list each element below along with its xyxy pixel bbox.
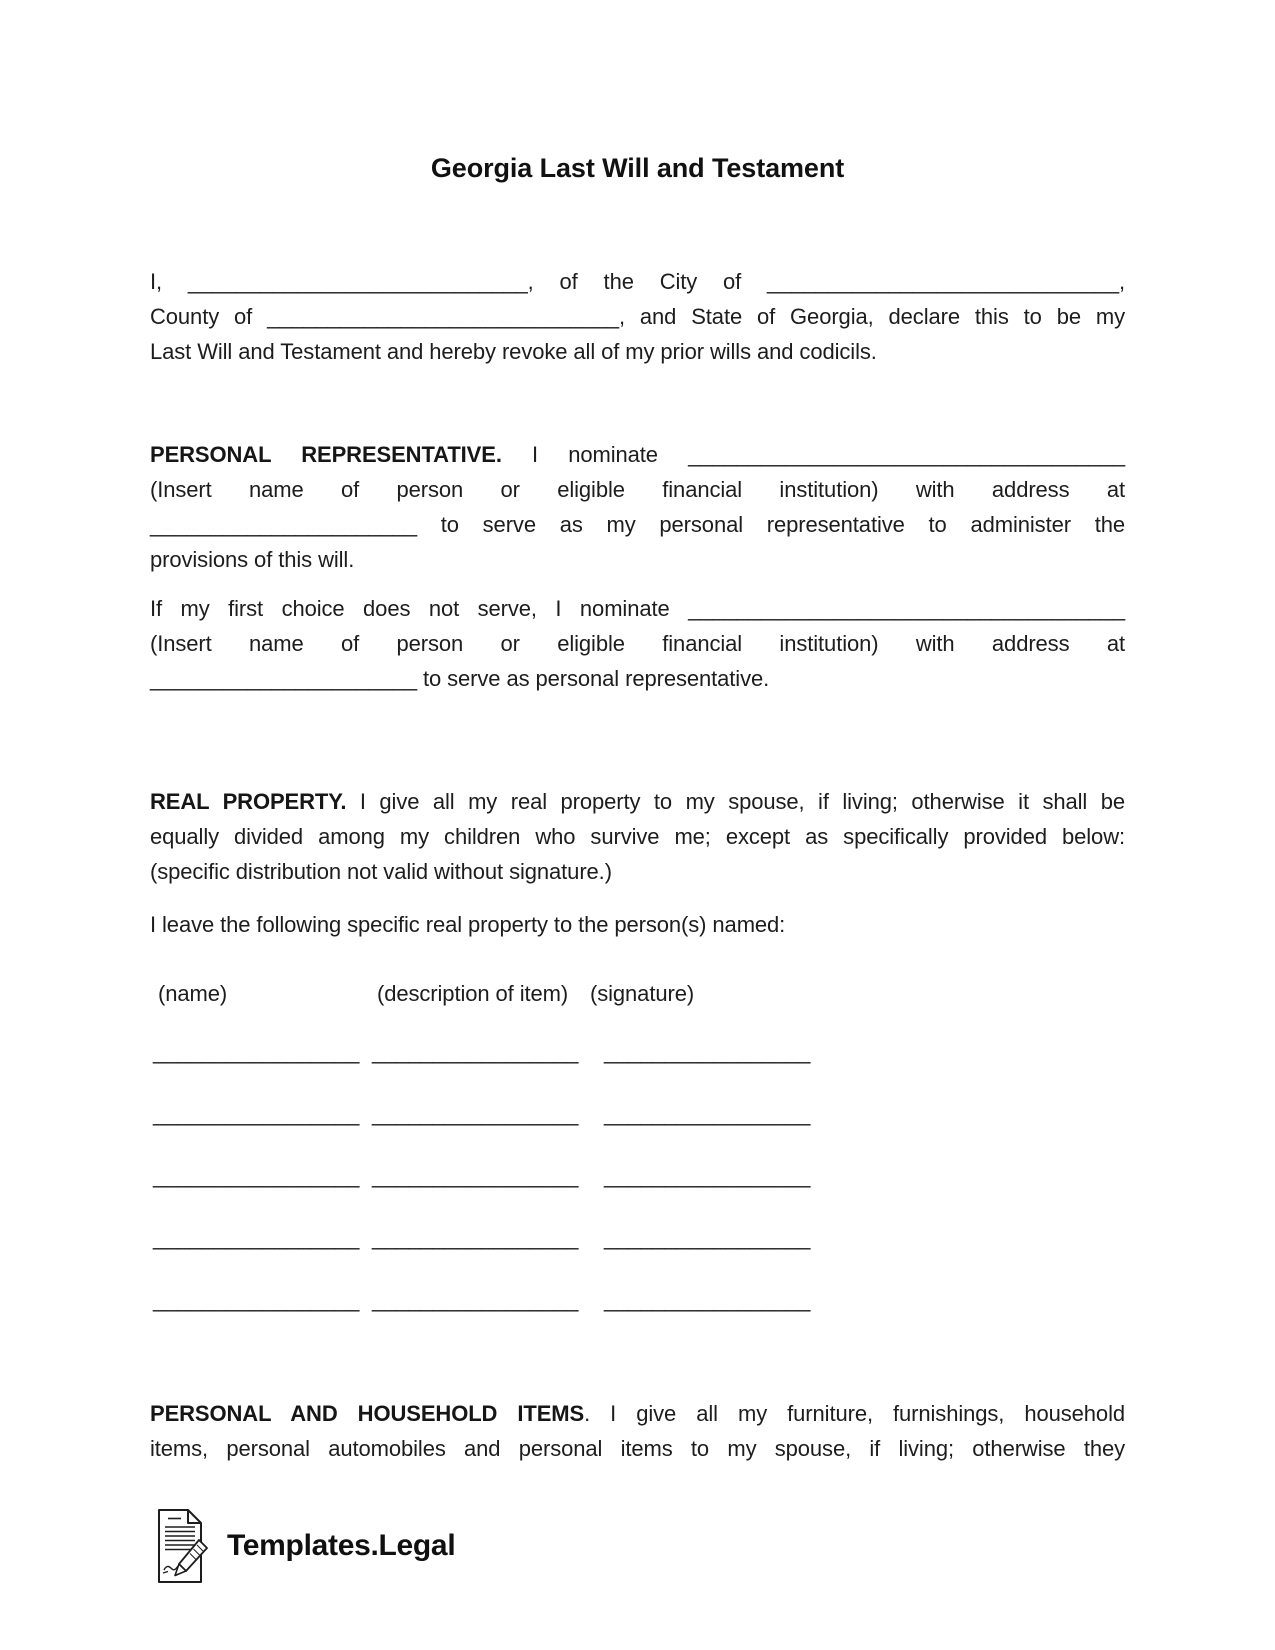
page-title: Georgia Last Will and Testament: [430, 153, 845, 183]
brand-name: Templates.Legal: [227, 1529, 456, 1562]
personal-household-heading: PERSONAL AND HOUSEHOLD ITEMS: [150, 1401, 585, 1426]
property-table: [150, 1021, 1125, 1331]
alternate-representative-line-1: If my first choice does not serve, I nominate ____________________________________: [150, 596, 1125, 621]
signature-blank: _________________: [604, 1287, 811, 1312]
alternate-representative-line-2: (Insert name of person or eligible financial institution) with address at: [150, 631, 1125, 656]
table-row: [150, 1269, 1125, 1331]
table-row: [150, 1021, 1125, 1083]
personal-household-paragraph: [150, 1396, 1125, 1466]
signature-blank: _________________: [604, 1225, 811, 1250]
signature-blank: _________________: [604, 1163, 811, 1188]
signature-blank: _________________: [604, 1101, 811, 1126]
real-property-intro: [150, 907, 1125, 942]
real-property-line-1: [150, 784, 1125, 819]
opening-paragraph: [150, 264, 1125, 369]
column-header-name: (name): [158, 981, 228, 1006]
opening-line-1: I, ____________________________, of the City of _____________________________,: [150, 269, 1125, 294]
property-table-header: [150, 976, 1125, 1011]
table-row: [150, 1145, 1125, 1207]
alternate-representative-line-3: ______________________ to serve as personal representative.: [150, 666, 770, 691]
nominate-text: I nominate ____________________________________: [501, 442, 1125, 467]
name-blank: _________________: [153, 1287, 360, 1312]
real-property-text: I give all my real property to my spouse, if living; otherwise it shall be: [346, 789, 1125, 814]
personal-representative-line-2: (Insert name of person or eligible financial institution) with address at: [150, 477, 1125, 502]
name-blank: _________________: [153, 1163, 360, 1188]
description-blank: _________________: [372, 1225, 579, 1250]
personal-representative-paragraph-1: [150, 437, 1125, 577]
table-row: [150, 1207, 1125, 1269]
opening-line-3: Last Will and Testament and hereby revoke all of my prior wills and codicils.: [150, 339, 877, 364]
table-row: [150, 1083, 1125, 1145]
description-blank: _________________: [372, 1039, 579, 1064]
personal-representative-line-4: provisions of this will.: [150, 547, 355, 572]
name-blank: _________________: [153, 1101, 360, 1126]
column-header-description: (description of item): [377, 981, 569, 1006]
personal-household-text: . I give all my furniture, furnishings, household: [584, 1401, 1125, 1426]
description-blank: _________________: [372, 1101, 579, 1126]
personal-representative-heading: PERSONAL REPRESENTATIVE.: [150, 442, 502, 467]
real-property-line-2: equally divided among my children who survive me; except as specifically provided below:: [150, 824, 1125, 849]
signature-blank: _________________: [604, 1039, 811, 1064]
real-property-paragraph: [150, 784, 1125, 889]
column-header-signature: (signature): [590, 981, 695, 1006]
personal-household-line-1: [150, 1396, 1125, 1431]
description-blank: _________________: [372, 1163, 579, 1188]
real-property-heading: REAL PROPERTY.: [150, 789, 347, 814]
personal-representative-line-1: [150, 437, 1125, 472]
personal-representative-paragraph-2: [150, 591, 1125, 696]
description-blank: _________________: [372, 1287, 579, 1312]
footer-brand: [155, 1508, 1125, 1584]
opening-line-2: County of _____________________________, and State of Georgia, declare this to be my: [150, 304, 1125, 329]
real-property-intro-line: I leave the following specific real property to the person(s) named:: [150, 912, 786, 937]
personal-representative-line-3: ______________________ to serve as my personal representative to administer the: [150, 512, 1125, 537]
real-property-line-3: (specific distribution not valid without signature.): [150, 859, 612, 884]
personal-household-line-2: items, personal automobiles and personal items to my spouse, if living; otherwise they: [150, 1436, 1125, 1461]
name-blank: _________________: [153, 1039, 360, 1064]
document-pencil-icon: [155, 1508, 211, 1584]
name-blank: _________________: [153, 1225, 360, 1250]
